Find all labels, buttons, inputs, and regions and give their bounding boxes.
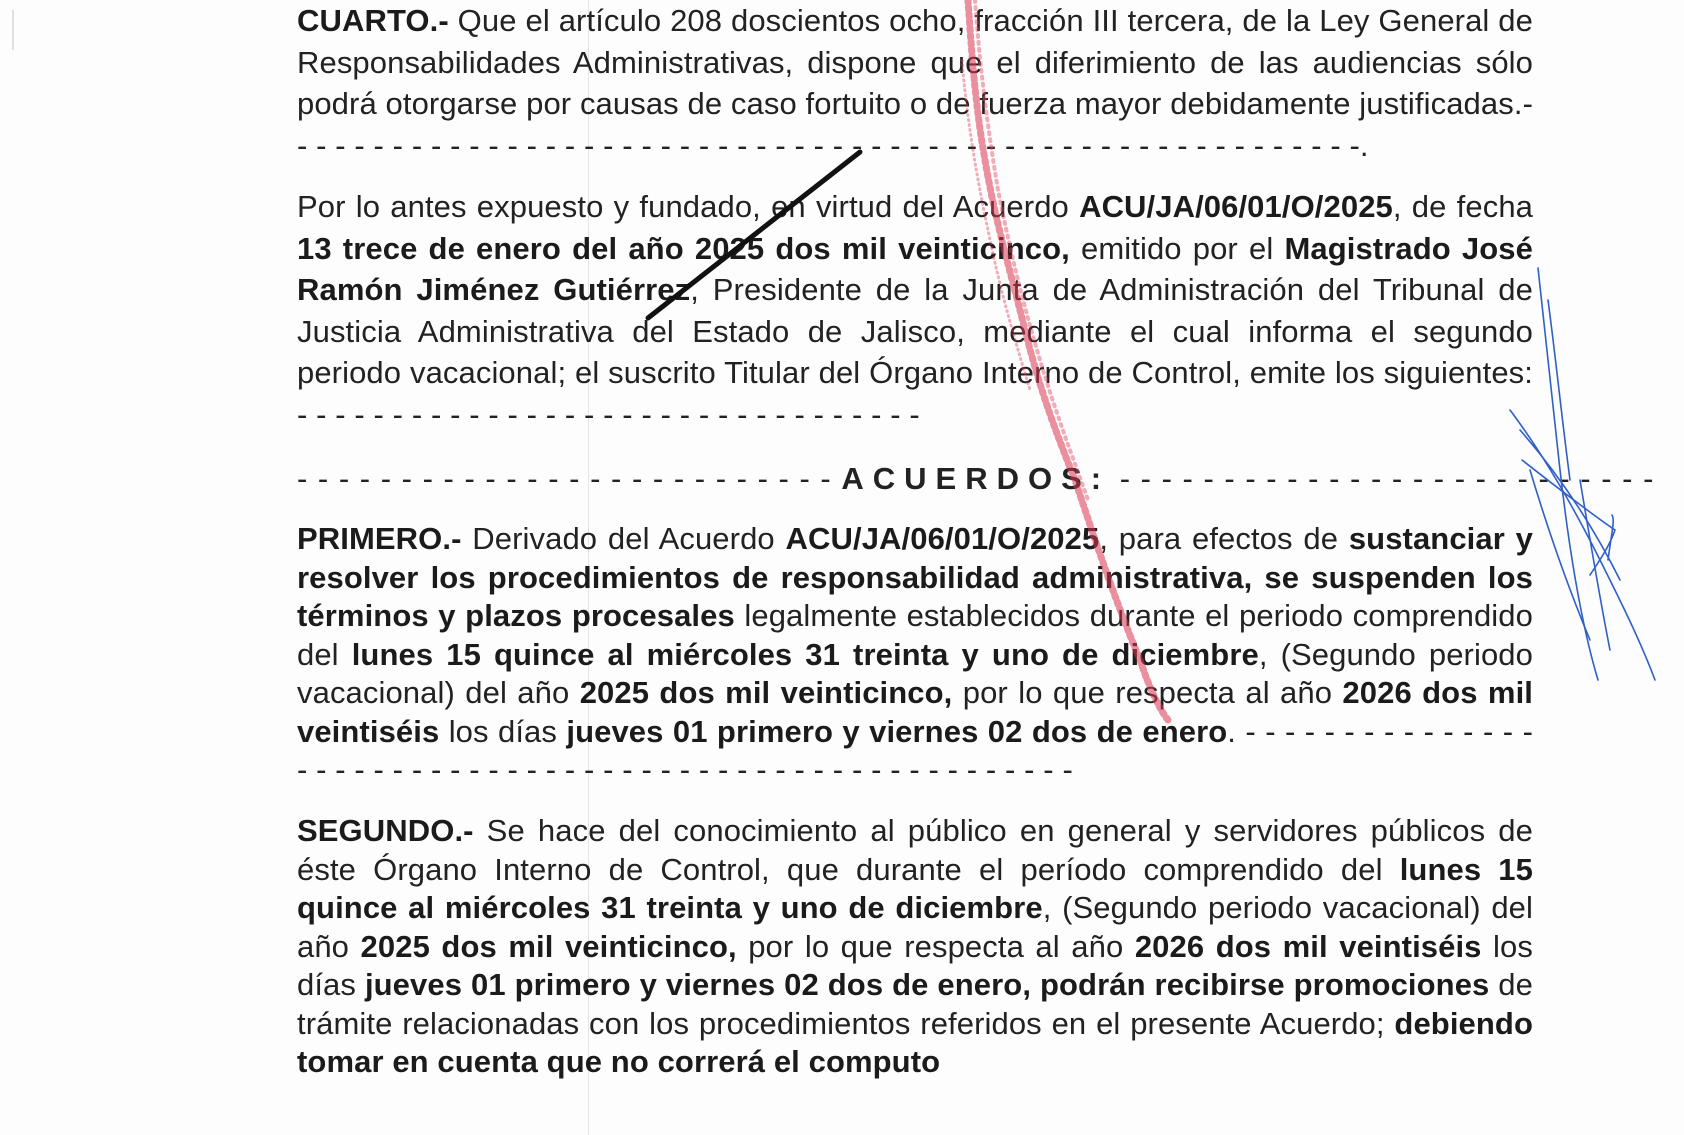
primero-dashes: - - - - - - - - - - - - - - - - - - - - - - - - - - - - - - - - - - - - - - - - - - - - - - - - - - - - - - - - <box>297 713 1533 787</box>
acuerdos-right-dashes: - - - - - - - - - - - - - - - - - - - - - - - - - - <box>1119 461 1655 496</box>
porlo-text-4: , Presidente de la Junta de Administración del Tribunal de Justicia Administrativa del Estado de Jalisco, mediante el cual informa el segundo periodo vacacional; el suscrito Titular del Órgano Interno de Control, emite los siguientes: <box>297 272 1533 390</box>
segundo-promociones: jueves 01 primero y viernes 02 dos de enero, podrán recibirse promociones <box>364 967 1490 1002</box>
primero-suspension: sustanciar y resolver los procedimientos de responsabilidad administrativa, se suspenden los términos y plazos procesales <box>297 521 1533 633</box>
segundo-period: lunes 15 quince al miércoles 31 treinta y uno de diciembre <box>297 851 1533 925</box>
segundo-text-5: de trámite relacionadas con los procedimientos referidos en el presente Acuerdo; <box>297 967 1533 1041</box>
segundo-text-1: Se hace del conocimiento al público en general y servidores públicos de éste Órgano Interno de Control, que durante el período comprendido del <box>297 813 1533 887</box>
paragraph-por-lo-antes <box>297 186 1533 435</box>
primero-january-days: jueves 01 primero y viernes 02 dos de enero <box>566 713 1228 749</box>
primero-text-6: los días <box>439 713 567 749</box>
porlo-dashes: - - - - - - - - - - - - - - - - - - - - - - - - - - - - - - - - - <box>297 396 920 432</box>
porlo-text-3: emitido por el <box>1069 230 1285 266</box>
porlo-date: 13 trece de enero del año 2025 dos mil veinticinco, <box>297 230 1070 266</box>
primero-text-2: , para efectos de <box>1099 521 1349 556</box>
cuarto-label: CUARTO.- <box>297 3 449 38</box>
scan-edge-mark <box>12 10 14 50</box>
porlo-magistrate-name: Magistrado José Ramón Jiménez Gutiérrez <box>297 230 1533 307</box>
primero-year-2025: 2025 dos mil veinticinco, <box>579 675 953 710</box>
segundo-text-4: los días <box>297 928 1533 1002</box>
paragraph-segundo <box>297 812 1533 1082</box>
primero-period: lunes 15 quince al miércoles 31 treinta y uno de diciembre <box>351 636 1259 672</box>
cuarto-text: Que el artículo 208 doscientos ocho, fracción III tercera, de la Ley General de Responsabilidades Administrativas, dispone que el diferimiento de las audiencias sólo podrá otorgarse por causas de caso fortuito o de fuerza mayor debidamente justificadas. <box>297 3 1533 121</box>
primero-text-5: por lo que respecta al año <box>952 675 1343 710</box>
cuarto-dashes: - - - - - - - - - - - - - - - - - - - - - - - - - - - - - - - - - - - - - - - - - - - - - - - - - - - - - - - - -. <box>297 86 1533 163</box>
primero-text-7: . <box>1227 713 1246 749</box>
paragraph-cuarto <box>297 0 1533 166</box>
segundo-text-3: por lo que respecta al año <box>736 928 1135 964</box>
acuerdos-left-dashes: - - - - - - - - - - - - - - - - - - - - - - - - - - <box>297 461 832 496</box>
segundo-year-2026: 2026 dos mil veintiséis <box>1134 928 1482 964</box>
acuerdos-heading <box>297 458 1655 500</box>
primero-year-2026: 2026 dos mil veintiséis <box>297 675 1534 749</box>
paragraph-primero <box>297 520 1533 790</box>
primero-acuerdo-number: ACU/JA/06/01/O/2025 <box>785 521 1100 556</box>
primero-text-3: legalmente establecidos durante el periodo comprendido del <box>297 598 1533 672</box>
segundo-text-2: , (Segundo periodo vacacional) del año <box>297 890 1533 964</box>
primero-text-4: , (Segundo periodo vacacional) del año <box>297 636 1533 710</box>
porlo-text-1: Por lo antes expuesto y fundado, en virtud del Acuerdo <box>297 189 1080 224</box>
segundo-label: SEGUNDO.- <box>297 813 474 848</box>
segundo-year-2025: 2025 dos mil veinticinco, <box>360 928 737 964</box>
primero-label: PRIMERO.- <box>297 521 462 556</box>
primero-text-1: Derivado del Acuerdo <box>461 521 786 556</box>
porlo-acuerdo-number: ACU/JA/06/01/O/2025 <box>1079 189 1393 224</box>
porlo-text-2: , de fecha <box>1392 189 1533 224</box>
acuerdos-title: ACUERDOS: <box>841 461 1111 496</box>
segundo-computo: debiendo tomar en cuenta que no correrá el computo <box>297 1005 1533 1079</box>
